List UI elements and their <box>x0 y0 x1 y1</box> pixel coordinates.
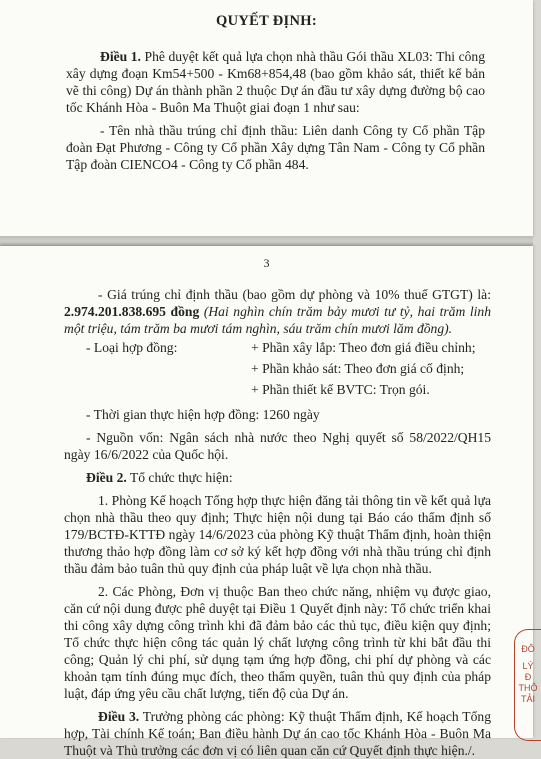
stamp-text: LÝ <box>522 661 534 671</box>
contract-type-row <box>64 358 491 379</box>
article-3-label: Điều 3. <box>98 709 140 724</box>
article-3-text: Trưởng phòng các phòng: Kỹ thuật Thẩm định, Kế hoạch Tổng hợp, Tài chính Kế toán; Ban điều hành Dự án cao tốc Khánh Hòa - Buôn Ma Thuột và Thủ trưởng các đơn vị có liên quan căn cứ Quyết định thực hiện./. <box>64 709 491 758</box>
contract-type-row <box>64 379 491 400</box>
article-1 <box>66 48 485 116</box>
price-value: 2.974.201.838.695 đồng <box>64 304 200 319</box>
contract-price <box>64 286 491 337</box>
article-2-label: Điều 2. <box>86 470 127 485</box>
page-1-fragment <box>0 0 533 236</box>
contract-duration: - Thời gian thực hiện hợp đồng: 1260 ngày <box>86 407 320 422</box>
contract-type-label: - Loại hợp đồng: <box>86 340 178 355</box>
article-1-text: Phê duyệt kết quả lựa chọn nhà thầu Gói thầu XL03: Thi công xây dựng đoạn Km54+500 - Km68+854,48 (bao gồm khảo sát, thiết kế bản vẽ thi công) Dự án thành phần 2 thuộc Dự án đầu tư xây dựng đường bộ cao tốc Khánh Hòa - Buôn Ma Thuột giai đoạn 1 như sau: <box>66 49 486 115</box>
stamp-text: TẢI <box>520 694 535 704</box>
article-2-item-2: 2. Các Phòng, Đơn vị thuộc Ban theo chức năng, nhiệm vụ được giao, căn cứ nội dung được phê duyệt tại Điều 1 Quyết định này: Tổ chức triển khai thi công xây dựng công trình khi đã đảm bảo các thủ tục, điều kiện quy định; Tổ chức thực hiện công tác quản lý chất lượng công trình từ khi bắt đầu thi công; Quản lý chi phí, sử dụng tạm ứng hợp đồng, chi phí dự phòng và các khoản tạm tính đúng mục đích, theo thẩm quyền, tuân thủ quy định của pháp luật, đáp ứng yêu cầu chất lượng, tiến độ của Dự án. <box>64 584 491 701</box>
contract-item: + Phần thiết kế BVTC: Trọn gói. <box>251 382 430 397</box>
article-3 <box>64 708 491 759</box>
page-3 <box>0 246 538 758</box>
price-prefix: - Giá trúng chỉ định thầu (bao gồm dự phòng và 10% thuế GTGT) là: <box>98 287 491 302</box>
stamp-text: Đ <box>524 672 532 682</box>
stamp-text: ĐÔ <box>521 644 535 654</box>
article-2-text: Tổ chức thực hiện: <box>126 470 233 485</box>
stamp-text: THÔ <box>518 683 538 693</box>
red-stamp-edge <box>514 629 541 741</box>
contractor-name: - Tên nhà thầu trúng chỉ định thầu: Liên danh Công ty Cổ phần Tập đoàn Đạt Phương - Công ty Cổ phần Xây dựng Tân Nam - Công ty Cổ phần Tập đoàn CIENCO4 - Công ty Cổ phần 484. <box>66 123 485 172</box>
decision-title: QUYẾT ĐỊNH: <box>216 13 317 29</box>
contract-type-row <box>64 337 491 358</box>
article-2 <box>64 469 491 486</box>
article-1-label: Điều 1. <box>100 49 141 64</box>
page-separator <box>0 236 533 246</box>
page-number: 3 <box>263 256 270 270</box>
contract-item: + Phần xây lắp: Theo đơn giá điều chỉnh; <box>251 340 476 355</box>
funding-source: - Nguồn vốn: Ngân sách nhà nước theo Nghị quyết số 58/2022/QH15 ngày 16/6/2022 của Quốc hội. <box>64 430 491 462</box>
price-in-words: (Hai nghìn chín trăm bảy mươi tư tỷ, hai trăm linh một triệu, tám trăm ba mươi tám nghìn, sáu trăm chín mươi lăm đồng). <box>64 304 491 336</box>
article-2-item-1: 1. Phòng Kế hoạch Tổng hợp thực hiện đăng tải thông tin về kết quả lựa chọn nhà thầu theo quy định; Thực hiện nội dung tại Báo cáo thẩm định số 179/BCTĐ-KTTĐ ngày 14/6/2023 của phòng Kỹ thuật Thẩm định, hoàn thiện thương thảo hợp đồng làm cơ sở ký kết hợp đồng với nhà thầu trúng chỉ định thầu đảm bảo tuân thủ quy định của pháp luật về lựa chọn nhà thầu. <box>64 493 491 576</box>
contract-item: + Phần khảo sát: Theo đơn giá cố định; <box>251 361 465 376</box>
